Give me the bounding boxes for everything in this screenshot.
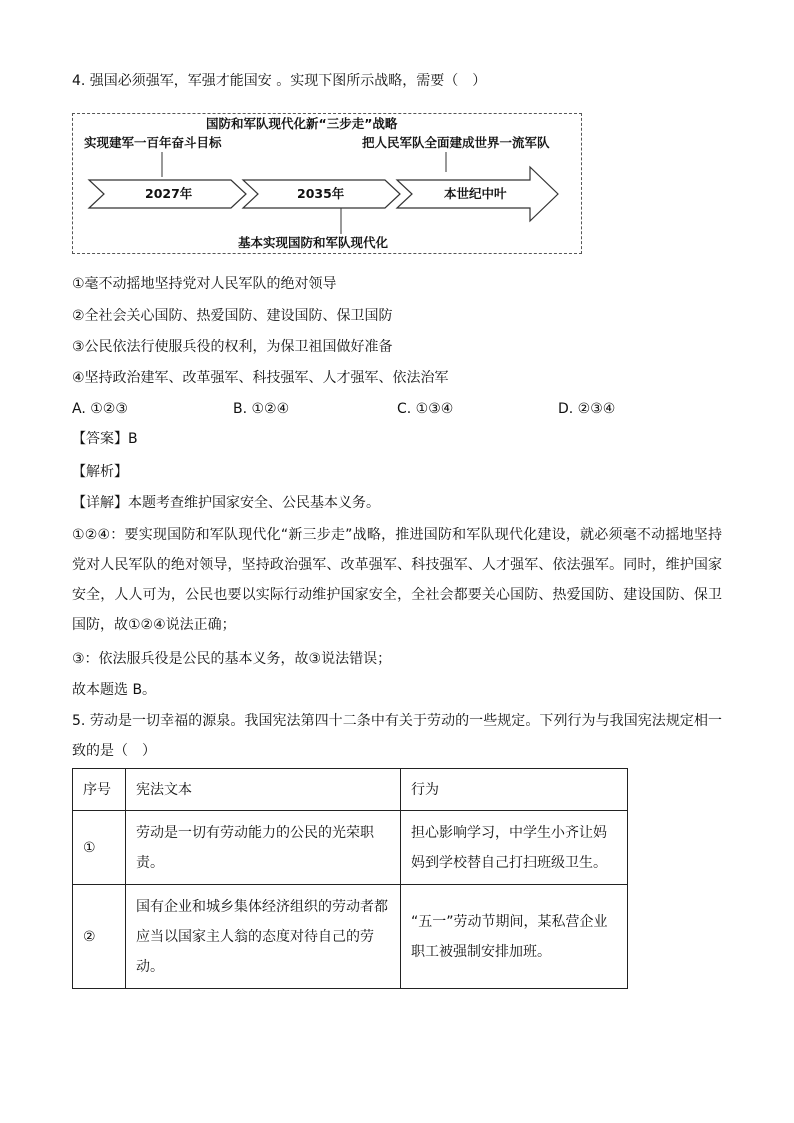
stage-2027-label: 2027年 (145, 186, 193, 201)
diagram-goal-left: 实现建军一百年奋斗目标 (84, 135, 222, 150)
stage-midcentury-label: 本世纪中叶 (444, 186, 507, 201)
explanation-correct: ①②④：要实现国防和军队现代化“新三步走”战略，推进国防和军队现代化建设，就必须毫不动摇地坚持党对人民军队的绝对领导，坚持政治强军、改革强军、科技强军、人才强军、依法强军。同时，维护国家安全，人人可为，公民也要以实际行动维护国家安全，全社会都要关心国防、热爱国防、建设国防、保卫国防，故①②④说法正确； (72, 527, 722, 633)
table-cell: 国有企业和城乡集体经济组织的劳动者都应当以国家主人翁的态度对待自己的劳动。 (126, 885, 401, 989)
analysis-heading: 【解析】 (72, 464, 128, 480)
option-d: D. ②③④ (558, 401, 616, 417)
strategy-diagram (72, 113, 582, 254)
option-b: B. ①②④ (233, 401, 290, 417)
explanation-incorrect: ③：依法服兵役是公民的基本义务，故③说法错误； (72, 651, 392, 667)
diagram-arrows (73, 114, 581, 253)
table-header-cell: 序号 (73, 769, 126, 811)
constitution-table (72, 768, 628, 989)
statement-2: ②全社会关心国防、热爱国防、建设国防、保卫国防 (72, 308, 393, 324)
diagram-goal-right: 把人民军队全面建成世界一流军队 (362, 135, 550, 150)
table-header-cell: 宪法文本 (126, 769, 401, 811)
table-cell: ① (73, 811, 126, 885)
answer: 【答案】B (72, 431, 138, 447)
option-a: A. ①②③ (72, 401, 128, 417)
detail-intro: 【详解】本题考查维护国家安全、公民基本义务。 (72, 495, 380, 511)
table-header-row (73, 769, 628, 811)
conclusion: 故本题选 B。 (72, 682, 157, 698)
table-cell: “五一”劳动节期间，某私营企业职工被强制安排加班。 (401, 885, 628, 989)
statement-4: ④坚持政治建军、改革强军、科技强军、人才强军、依法治军 (72, 370, 449, 386)
table-cell: 担心影响学习，中学生小齐让妈妈到学校替自己打扫班级卫生。 (401, 811, 628, 885)
table-cell: ② (73, 885, 126, 989)
option-c: C. ①③④ (397, 401, 454, 417)
table-header-cell: 行为 (401, 769, 628, 811)
table-cell: 劳动是一切有劳动能力的公民的光荣职责。 (126, 811, 401, 885)
table-row (73, 811, 628, 885)
statement-1: ①毫不动摇地坚持党对人民军队的绝对领导 (72, 276, 337, 292)
table-row (73, 885, 628, 989)
stage-2035-label: 2035年 (297, 186, 345, 201)
diagram-title: 国防和军队现代化新“三步走”战略 (206, 116, 398, 131)
question-5-stem: 5. 劳动是一切幸福的源泉。我国宪法第四十二条中有关于劳动的一些规定。下列行为与我国宪法规定相一致的是（ ） (72, 713, 722, 759)
diagram-goal-bottom: 基本实现国防和军队现代化 (238, 235, 389, 250)
question-4-stem: 4. 强国必须强军，军强才能国安 。实现下图所示战略，需要（ ） (72, 73, 487, 89)
statement-3: ③公民依法行使服兵役的权利，为保卫祖国做好准备 (72, 339, 393, 355)
